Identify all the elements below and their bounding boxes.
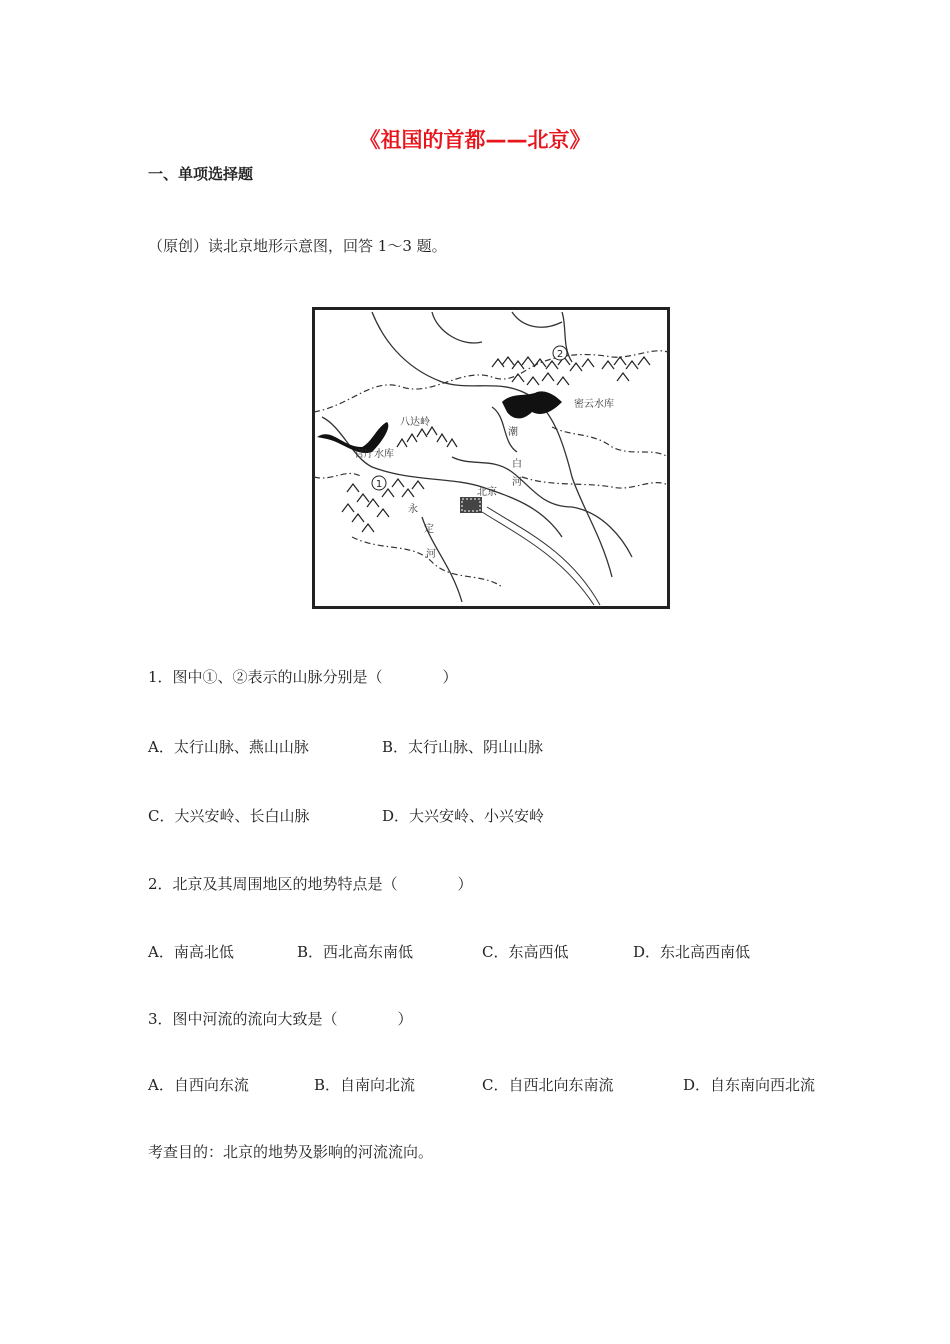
label-he1: 河 [512,477,522,488]
q1-option-b[interactable]: B．太行山脉、阴山山脉 [382,738,544,756]
label-yong: 永 [408,504,418,515]
intro-text: （原创）读北京地形示意图，回答 1～3 题。 [148,237,447,255]
q1-option-a[interactable]: A．太行山脉、燕山山脉 [148,738,309,756]
q1-option-d[interactable]: D．大兴安岭、小兴安岭 [382,807,545,825]
q3-option-c[interactable]: C．自西北向东南流 [482,1076,614,1094]
q3-option-b[interactable]: B．自南向北流 [314,1076,416,1094]
label-ding: 定 [424,524,434,535]
q3-option-a[interactable]: A．自西向东流 [148,1076,249,1094]
marker-2-label: 2 [556,349,564,360]
q1-option-c[interactable]: C．大兴安岭、长白山脉 [148,807,310,825]
q2-option-d[interactable]: D．东北高西南低 [633,943,751,961]
q2-option-c[interactable]: C．东高西低 [482,943,569,961]
marker-1-label: 1 [375,479,383,490]
label-badaling: 八达岭 [400,417,430,428]
section-heading: 一、单项选择题 [148,165,254,183]
q3-option-d[interactable]: D．自东南向西北流 [683,1076,816,1094]
label-guanting: 官厅水库 [354,449,394,460]
label-beijing: 北京 [477,487,497,498]
beijing-terrain-map [312,307,670,609]
label-chao: 潮 [508,427,518,438]
q2-option-b[interactable]: B．西北高东南低 [297,943,414,961]
label-miyun: 密云水库 [574,399,614,410]
question-1-stem: 1．图中①、②表示的山脉分别是（ ） [148,668,458,686]
note-text: 考查目的：北京的地势及影响的河流流向。 [148,1143,434,1161]
question-2-stem: 2．北京及其周围地区的地势特点是（ ） [148,875,473,893]
label-bai: 白 [512,459,522,470]
question-3-stem: 3．图中河流的流向大致是（ ） [148,1010,413,1028]
doc-title: 《祖国的首都——北京》 [359,128,591,152]
q2-option-a[interactable]: A．南高北低 [148,943,234,961]
label-he2: 河 [426,549,436,560]
